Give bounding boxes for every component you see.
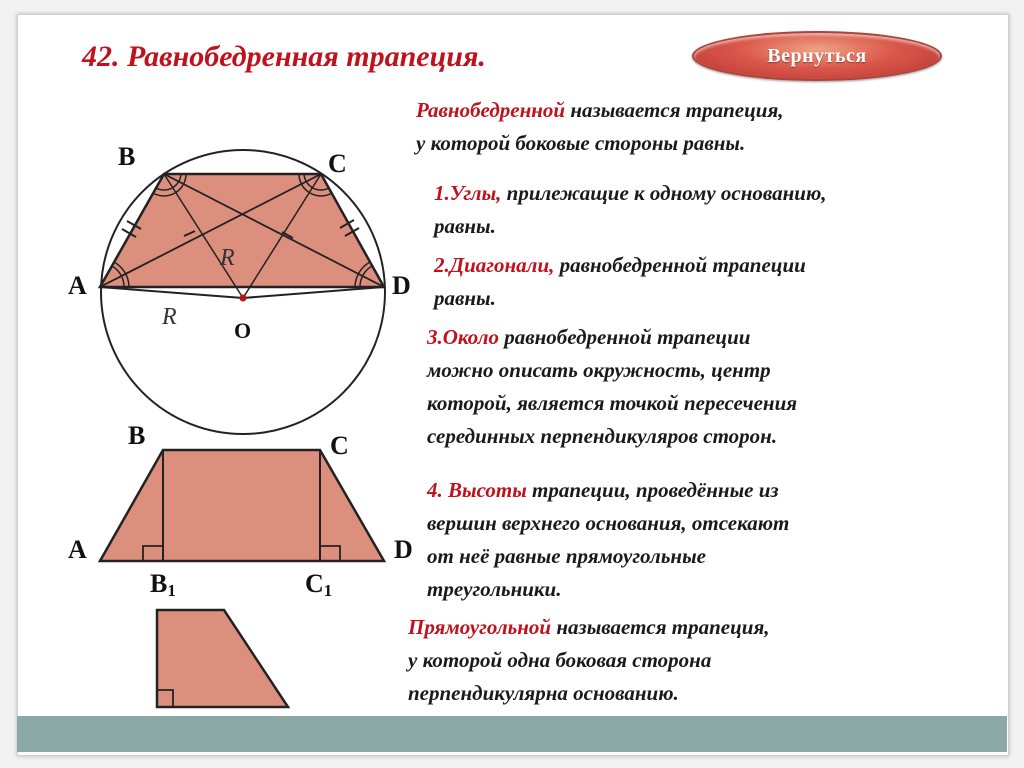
definition-text: перпендикулярна основанию. (408, 681, 679, 705)
property-text: можно описать окружность, центр (427, 358, 771, 382)
property-text: прилежащие к одному основанию, (501, 181, 827, 205)
label-o: O (234, 318, 252, 343)
label-r-outer: R (162, 304, 177, 330)
property-text: вершин верхнего основания, отсекают (427, 511, 790, 535)
property-head: 2.Диагонали, (434, 253, 555, 277)
property-head: 1.Углы, (434, 181, 502, 205)
radius-od (243, 287, 384, 298)
property-4 (427, 474, 789, 606)
property-text: треугольники. (427, 577, 562, 601)
property-text: трапеции, проведённые из (526, 478, 779, 502)
property-1 (434, 177, 827, 243)
right-trapezoid-definition (408, 611, 770, 710)
property-text: равны. (434, 214, 496, 238)
definition-text: у которой боковые стороны равны. (416, 131, 746, 155)
label-c: C (330, 431, 349, 460)
property-text: равнобедренной трапеции (499, 325, 751, 349)
definition-text: у которой одна боковая сторона (408, 648, 712, 672)
label-d: D (392, 271, 411, 300)
label-b: B (128, 421, 146, 450)
radius-oa (100, 287, 243, 298)
definition-term: Прямоугольной (408, 615, 552, 639)
label-b: B (118, 142, 136, 171)
page-title: 42. Равнобедренная трапеция. (82, 40, 486, 73)
label-r-inner: R (220, 245, 235, 271)
property-2 (434, 249, 806, 315)
property-text: которой, является точкой пересечения (427, 391, 798, 415)
figure-right-trapezoid (157, 610, 288, 707)
label-a: A (68, 535, 87, 564)
property-text: серединных перпендикуляров сторон. (427, 424, 778, 448)
property-3 (427, 321, 797, 453)
trapezoid-abcd-2 (100, 450, 384, 561)
back-button[interactable]: Вернуться (692, 31, 942, 81)
property-text: от неё равные прямоугольные (427, 544, 706, 568)
label-c: C (328, 149, 347, 178)
definition-term: Равнобедренной (416, 98, 566, 122)
label-a: A (68, 271, 87, 300)
label-d: D (394, 535, 413, 564)
label-b1: B1 (150, 569, 176, 600)
label-c1: C1 (305, 569, 333, 600)
property-head: 4. Высоты (427, 478, 527, 502)
property-text: равнобедренной трапеции (554, 253, 806, 277)
center-point (240, 295, 247, 302)
right-trapezoid (157, 610, 288, 707)
figure-inscribed-trapezoid (68, 142, 411, 434)
definition-text: называется трапеция, (565, 98, 784, 122)
definition-block (416, 94, 784, 160)
figure-trapezoid-heights (68, 421, 413, 600)
property-text: равны. (434, 286, 496, 310)
definition-text: называется трапеция, (551, 615, 770, 639)
property-head: 3.Около (427, 325, 500, 349)
